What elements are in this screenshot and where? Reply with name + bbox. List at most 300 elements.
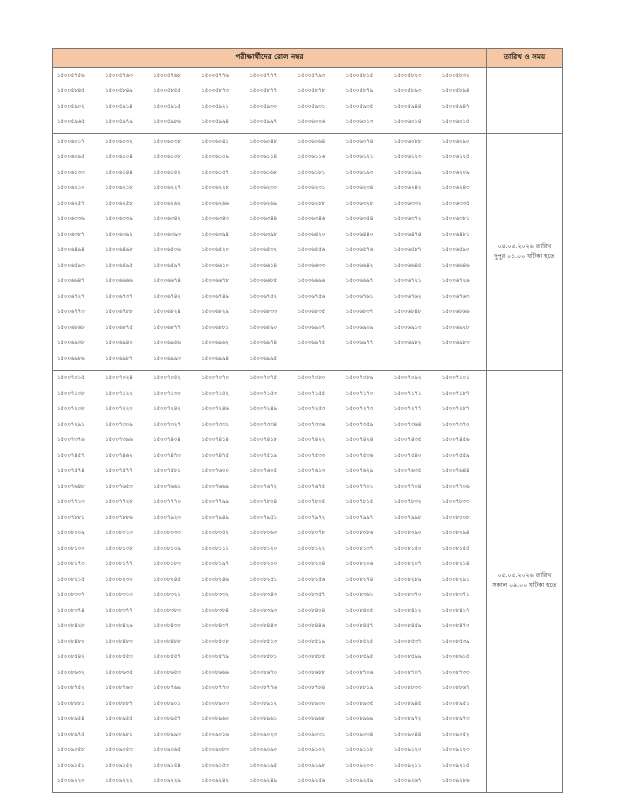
roll-row [53, 465, 486, 481]
roll-number: ১৫০০৮২৫৬ [297, 576, 326, 583]
roll-number: ১৫০০৭১৮৭ [441, 390, 470, 397]
roll-number: ১৫০০৫৯৩১ [297, 103, 326, 110]
roll-number: ১৫০০৮৫৯৫ [345, 654, 374, 661]
roll-number: ১৫০০৮৯৫৫ [105, 716, 133, 723]
roll-number: ১৫০০৬৯৯৫ [249, 355, 277, 362]
roll-row [53, 69, 486, 85]
roll-number: ১৫০০৮৩৭০ [393, 592, 422, 599]
roll-row [53, 527, 486, 543]
roll-number: ১৫০০৯২২৯ [153, 778, 181, 785]
roll-number: ১৫০০৭৫৭৭ [105, 468, 133, 475]
roll-number: ১৫০০৬৮৭৫ [105, 324, 133, 331]
roll-number: ১৫০০৫৯২১ [201, 103, 229, 110]
roll-number: ১৫০০৮১২০ [249, 545, 277, 552]
sections-body [53, 68, 563, 793]
roll-number: ১৫০০৬৮৬৬ [441, 309, 470, 316]
roll-number: ১৫০০৮৯৭৫ [57, 731, 85, 738]
roll-number: ১৫০০৯১৯৫ [249, 762, 277, 769]
roll-number: ১৫০০৭৬৭৫ [297, 483, 326, 490]
roll-number: ১৫০০৮৩৭৪ [57, 607, 85, 614]
roll-number: ১৫০০৯০৫৩ [105, 747, 133, 754]
roll-number: ১৫০০৬৮৯০ [249, 324, 277, 331]
roll-number: ১৫০০৬৫৯৭ [153, 262, 181, 269]
roll-number: ১৫০০৫৮১৫ [345, 72, 374, 79]
roll-number: ১৫০০৬১৯৯ [393, 169, 422, 176]
roll-number: ১৫০০৭৩৯৬ [105, 437, 133, 444]
roll-number: ১৫০০৭৭৯৯ [201, 499, 229, 506]
roll-number: ১৫০০৬৮৩৫ [297, 309, 326, 316]
roll-number: ১৫০০৮২১৪ [441, 561, 470, 568]
roll-number: ১৫০০৭২৭৩ [345, 406, 374, 413]
roll-number: ১৫০০৮৩৭৭ [105, 607, 133, 614]
roll-number: ১৫০০৬০১৩ [345, 119, 374, 126]
roll-number: ১৫০০৯০৬৫ [153, 747, 181, 754]
roll-number: ১৫০০৯০১৬ [201, 731, 229, 738]
roll-number: ১৫০০৬৬৪৬ [441, 262, 470, 269]
roll-number: ১৫০০৭২৪৯ [249, 406, 277, 413]
roll-row [53, 197, 486, 213]
roll-number: ১৫০০৮৯৭৩ [441, 716, 470, 723]
roll-number: ১৫০০৮৪৮৩ [105, 638, 133, 645]
roll-number: ১৫০০৮২৩০ [105, 576, 133, 583]
roll-number: ১৫০০৫৯৩৫ [345, 103, 374, 110]
roll-number: ১৫০০৭৯২৩ [153, 514, 181, 521]
roll-number: ১৫০০৯২২২ [105, 778, 133, 785]
roll-number: ১৫০০৭৯৯৭ [345, 514, 374, 521]
roll-number: ১৫০০৬৭৩৭ [105, 293, 133, 300]
roll-number: ১৫০০৮৫৩৯ [441, 638, 470, 645]
roll-number: ১৫০০৬৭৬২ [393, 293, 422, 300]
roll-number: ১৫০০৬৯৯৩ [153, 355, 181, 362]
roll-number: ১৫০০৬৫৯৩ [57, 262, 85, 269]
roll-number: ১৫০০৯১২০ [393, 747, 422, 754]
roll-number: ১৫০০৭৬৪৪ [441, 468, 470, 475]
roll-number: ১৫০০৮২৯১ [441, 576, 470, 583]
roll-number: ১৫০০৮৭৩৩ [441, 669, 470, 676]
roll-number: ১৫০০৬৯০৭ [297, 324, 326, 331]
roll-number: ১৫০০৬১৩৩ [57, 169, 85, 176]
schedule-section [53, 134, 563, 371]
roll-number: ১৫০০৮৪২৯ [105, 623, 133, 630]
roll-number: ১৫০০৭৩৩৬ [297, 421, 326, 428]
roll-number: ১৫০০৫৮৭৮ [297, 88, 326, 95]
roll-row [53, 135, 486, 151]
roll-number: ১৫০০৭৭০৪ [393, 483, 422, 490]
roll-number: ১৫০০৮১০০ [57, 545, 85, 552]
schedule-section [53, 68, 563, 134]
roll-number: ১৫০০৭৫১৯ [249, 452, 277, 459]
date-time-cell [487, 68, 563, 134]
roll-number: ১৫০০৬১৫৭ [201, 169, 229, 176]
roll-number: ১৫০০৮৬৩৫ [105, 669, 133, 676]
roll-number: ১৫০০৬৩৫৪ [345, 216, 374, 223]
roll-number: ১৫০০৮১৩৭ [345, 545, 374, 552]
roll-number: ১৫০০৮৮৬৭ [441, 685, 470, 692]
roll-number: ১৫০০৬০৪৮ [249, 138, 277, 145]
roll-number: ১৫০০৮৯৬৮ [297, 716, 326, 723]
roll-number: ১৫০০৮৯১২ [249, 700, 277, 707]
roll-number: ১৫০০৬৩৪৩ [201, 216, 229, 223]
roll-number: ১৫০০৭৬৫৩ [105, 483, 133, 490]
roll-numbers-grid [53, 135, 486, 368]
roll-number: ১৫০০৬২৬৬ [201, 200, 229, 207]
roll-number: ১৫০০৭৯৭২ [297, 514, 326, 521]
roll-number: ১৫০০৭২৮৭ [441, 406, 470, 413]
roll-number: ১৫০০৮১৫৫ [441, 545, 470, 552]
roll-number: ১৫০০৬৩৩৯ [105, 216, 133, 223]
roll-number: ১৫০০৭৪১৪ [201, 437, 229, 444]
roll-number: ১৫০০৬৫৮৭ [393, 247, 422, 254]
date-time-cell [487, 134, 563, 371]
roll-number: ১৫০০৬১০৮ [153, 154, 181, 161]
roll-number: ১৫০০৮৯০৩ [201, 700, 229, 707]
roll-number: ১৫০০৬৮৬৮ [57, 324, 85, 331]
roll-number: ১৫০০৭৬৪৮ [57, 483, 85, 490]
roll-number: ১৫০০৮২০৭ [393, 561, 422, 568]
roll-number: ১৫০০৬৩৩৫ [441, 200, 470, 207]
roll-number: ১৫০০৭৭০৬ [441, 483, 470, 490]
roll-number: ১৫০০৭৬৬৯ [201, 483, 229, 490]
roll-row [53, 589, 486, 605]
roll-number: ১৫০০৬৫৫৬ [297, 247, 326, 254]
roll-number: ১৫০০৬১২৫ [441, 154, 470, 161]
roll-number: ১৫০০৬৭২৭ [57, 293, 85, 300]
roll-number: ১৫০০৯০৩১ [297, 731, 326, 738]
roll-number: ১৫০০৭০৭০ [201, 375, 229, 382]
roll-number: ১৫০০৮০৭৮ [297, 530, 326, 537]
roll-number: ১৫০০৮২৪৫ [153, 576, 181, 583]
roll-number: ১৫০০৬০৭৪ [345, 138, 374, 145]
roll-number: ১৫০০৮৬৫৩ [153, 669, 181, 676]
roll-number: ১৫০০৬৪৯৮ [105, 247, 133, 254]
roll-number: ১৫০০৮৫৪২ [57, 654, 85, 661]
roll-number: ১৫০০৭৮১৫ [345, 499, 374, 506]
roll-row [53, 775, 486, 791]
roll-number: ১৫০০৬৪৮১ [441, 231, 470, 238]
roll-number: ১৫০০৭৪৬২ [105, 452, 133, 459]
roll-number: ১৫০০৬২৫৭ [57, 200, 85, 207]
roll-number: ১৫০০৮১০৯ [153, 545, 181, 552]
roll-number: ১৫০০৬৮৩৭ [345, 309, 374, 316]
roll-number: ১৫০০৮৮৮৭ [105, 700, 133, 707]
roll-number: ১৫০০৭৩৩৪ [249, 421, 277, 428]
roll-number: ১৫০০৮৪৮৮ [153, 638, 181, 645]
roll-row [53, 306, 486, 322]
roll-number: ১৫০০৭৭৭০ [153, 499, 181, 506]
roll-number: ১৫০০৮০৯৪ [441, 530, 470, 537]
roll-number: ১৫০০৭৫৮১ [153, 468, 181, 475]
roll-number: ১৫০০৬৩৩২ [393, 200, 422, 207]
table-header-row [53, 49, 563, 68]
roll-number: ১৫০০৮২৪৬ [201, 576, 229, 583]
roll-number: ১৫০০৬০৩২ [105, 138, 133, 145]
roll-number: ১৫০০৮৭৭৩ [201, 685, 229, 692]
roll-number: ১৫০০৬১১৬ [297, 154, 326, 161]
roll-number: ১৫০০৮৯৩০ [297, 700, 326, 707]
roll-number: ১৫০০৫৯৪৪ [393, 103, 422, 110]
roll-number: ১৫০০৬৯৭৭ [345, 340, 374, 347]
roll-number: ১৫০০৮৩৭১ [441, 592, 470, 599]
roll-number: ১৫০০৬২৬২ [153, 200, 181, 207]
roll-number: ১৫০০৬২২৮ [201, 185, 229, 192]
roll-number: ১৫০০৭৬১৩ [297, 468, 326, 475]
roll-number: ১৫০০৬৬৪৫ [393, 262, 422, 269]
roll-number: ১৫০০৮৬৩২ [57, 669, 85, 676]
roll-number: ১৫০০৬১০৯ [201, 154, 229, 161]
roll-number: ১৫০০৯২০৩ [345, 762, 374, 769]
roll-number: ১৫০০৯১৫১ [57, 762, 85, 769]
roll-number: ১৫০০৭৫৩৬ [345, 452, 374, 459]
roll-number: ১৫০০৬২৫৮ [105, 200, 133, 207]
roll-number: ১৫০০৬১২৩ [393, 154, 422, 161]
roll-number: ১৫০০৭০৯২ [393, 375, 422, 382]
roll-row [53, 321, 486, 337]
roll-number: ১৫০০৯২৪২ [201, 778, 229, 785]
roll-number: ১৫০০৭৪৭৫ [201, 452, 229, 459]
roll-number: ১৫০০৮৩২১ [153, 592, 181, 599]
roll-number: ১৫০০৬৩৭২ [393, 216, 422, 223]
roll-number: ১৫০০৬৭৭৩ [57, 309, 85, 316]
roll-row [53, 496, 486, 512]
roll-row [53, 116, 486, 132]
roll-number: ১৫০০৫৯০২ [57, 103, 85, 110]
roll-number: ১৫০০৮৫৭৯ [201, 654, 229, 661]
roll-number: ১৫০০৬৩৯৪ [201, 231, 229, 238]
roll-number: ১৫০০৮৪১৭ [441, 607, 470, 614]
roll-number: ১৫০০৬৩৮৭ [57, 231, 85, 238]
roll-number: ১৫০০৭৪৫৬ [441, 437, 470, 444]
roll-number: ১৫০০৬০৯০ [441, 138, 470, 145]
roll-number: ১৫০০৬১৬৮ [249, 169, 277, 176]
roll-number: ১৫০০৫৮৪৫ [57, 88, 85, 95]
roll-numbers-cell [53, 68, 487, 134]
roll-number: ১৫০০৯১৫২ [105, 762, 133, 769]
roll-number: ১৫০০৭৪৫৭ [57, 452, 85, 459]
roll-number: ১৫০০৬৯০৯ [345, 324, 374, 331]
roll-number: ১৫০০৮০০৮ [441, 514, 470, 521]
roll-number: ১৫০০৯০৫৮ [57, 747, 85, 754]
roll-number: ১৫০০৮৯৮১ [105, 731, 133, 738]
roll-number: ১৫০০৬১১৪ [249, 154, 277, 161]
roll-number: ১৫০০৬২৬৯ [249, 200, 277, 207]
roll-number: ১৫০০৯০৯০ [249, 747, 277, 754]
roll-number: ১৫০০৬২১০ [57, 185, 85, 192]
roll-number: ১৫০০৮৫০৮ [201, 638, 229, 645]
roll-number: ১৫০০৬৫৭৬ [345, 247, 374, 254]
roll-number: ১৫০০৯২২০ [57, 778, 85, 785]
roll-number: ১৫০০৮৬৮৮ [297, 669, 326, 676]
roll-number: ১৫০০৭৫৩৩ [297, 452, 326, 459]
roll-number: ১৫০০৭৪৭৩ [153, 452, 181, 459]
roll-number: ১৫০০৬৭২১ [393, 278, 422, 285]
roll-number: ১৫০০৭৯৪৯ [201, 514, 229, 521]
roll-number: ১৫০০৬৫০৬ [153, 247, 181, 254]
roll-number: ১৫০০৬৬৩৩ [297, 262, 326, 269]
roll-number: ১৫০০৮৯৯৩ [153, 731, 181, 738]
roll-number: ১৫০০৭৩৭০ [441, 421, 470, 428]
roll-number: ১৫০০৬৫৯৫ [105, 262, 133, 269]
roll-row [53, 418, 486, 434]
roll-row [53, 403, 486, 419]
roll-number: ১৫০০৬১৪৪ [105, 169, 133, 176]
roll-number: ১৫০০৭৬২৯ [345, 468, 374, 475]
roll-row [53, 697, 486, 713]
roll-number: ১৫০০৭৮০৫ [297, 499, 326, 506]
roll-number: ১৫০০৬২৩০ [249, 185, 277, 192]
roll-number: ১৫০০৬৪২০ [297, 231, 326, 238]
roll-number: ১৫০০৫৯৪৭ [441, 103, 470, 110]
roll-number: ১৫০০৫৭৯৩ [297, 72, 326, 79]
roll-number: ১৫০০৬৯৩৮ [57, 340, 85, 347]
schedule-section [53, 370, 563, 793]
roll-number: ১৫০০৯২১১ [393, 762, 422, 769]
roll-number: ১৫০০৬৭২৬ [441, 278, 470, 285]
roll-number: ১৫০০৬৯১৩ [393, 324, 422, 331]
roll-numbers-grid [53, 372, 486, 791]
roll-number: ১৫০০৬০১৪ [393, 119, 422, 126]
roll-number: ১৫০০৬৮২৪ [153, 309, 181, 316]
roll-number: ১৫০০৮৭৮৪ [297, 685, 326, 692]
roll-number: ১৫০০৬০৯৫ [57, 154, 85, 161]
roll-number: ১৫০০৭৩৩১ [201, 421, 229, 428]
roll-number: ১৫০০৮২০৬ [345, 561, 374, 568]
roll-number: ১৫০০৮৫১৩ [249, 638, 277, 645]
roll-number: ১৫০০৭৪১৮ [249, 437, 277, 444]
roll-number: ১৫০০৯১৯৮ [297, 762, 326, 769]
roll-number: ১৫০০৮৯৬১ [249, 716, 277, 723]
roll-number: ১৫০০৭১৫৩ [249, 390, 277, 397]
roll-row [53, 100, 486, 116]
roll-number: ১৫০০৬২৮৮ [297, 200, 326, 207]
roll-number: ১৫০০৭৭০১ [345, 483, 374, 490]
roll-number: ১৫০০৬৭৪২ [153, 293, 181, 300]
roll-number: ১৫০০৫৭৭৬ [201, 72, 229, 79]
roll-number: ১৫০০৭৯৫১ [249, 514, 277, 521]
roll-row [53, 744, 486, 760]
roll-number: ১৫০০৫৭৬৮ [153, 72, 181, 79]
roll-number: ১৫০০৯০৫২ [441, 731, 470, 738]
roll-number: ১৫০০৬৮৭৭ [153, 324, 181, 331]
roll-number: ১৫০০৬৮৩৩ [249, 309, 277, 316]
roll-number: ১৫০০৮৯৭২ [393, 716, 422, 723]
roll-number: ১৫০০৮০৬৩ [249, 530, 277, 537]
roll-number: ১৫০০৯২৪৯ [249, 778, 277, 785]
roll-number: ১৫০০৬৯৮২ [393, 340, 422, 347]
roll-number: ১৫০০৮৩৩২ [201, 592, 229, 599]
roll-number: ১৫০০৬৯৭৫ [297, 340, 326, 347]
roll-row [53, 542, 486, 558]
roll-number: ১৫০০৭৮৮৬ [105, 514, 133, 521]
roll-number: ১৫০০৮০০৯ [57, 530, 85, 537]
roll-number: ১৫০০৫৮৪৯ [105, 88, 133, 95]
roll-number: ১৫০০৯২৬৭ [393, 778, 422, 785]
roll-row [53, 275, 486, 291]
roll-number: ১৫০০৭৮৩২ [393, 499, 422, 506]
roll-number: ১৫০০৮১৭৭ [105, 561, 133, 568]
roll-number: ১৫০০৭৩০৯ [105, 421, 133, 428]
roll-number: ১৫০০৮১০৮ [105, 545, 133, 552]
roll-number: ১৫০০৭৮৩৩ [441, 499, 470, 506]
roll-number: ১৫০০৬৭৫৬ [297, 293, 326, 300]
roll-number: ১৫০০৫৭৬৩ [105, 72, 133, 79]
roll-number: ১৫০০৮৪০৪ [297, 607, 326, 614]
roll-number: ১৫০০৬৯৮৩ [441, 340, 470, 347]
roll-number: ১৫০০৭০৮৯ [345, 375, 374, 382]
roll-number: ১৫০০৮৮১৯ [345, 685, 374, 692]
roll-number: ১৫০০৯১২৩ [441, 747, 470, 754]
roll-number: ১৫০০৭৩৫৯ [345, 421, 374, 428]
roll-number: ১৫০০৬১৫২ [153, 169, 181, 176]
roll-number: ১৫০০৮৩১৩ [105, 592, 133, 599]
roll-number: ১৫০০৭০৭৫ [249, 375, 277, 382]
roll-number: ১৫০০৮৫৫৭ [153, 654, 181, 661]
roll-number: ১৫০০৮২৭৪ [345, 576, 374, 583]
roll-number: ১৫০০৮১৫০ [393, 545, 422, 552]
roll-number: ১৫০০৭৫৭৪ [57, 468, 85, 475]
roll-number: ১৫০০৮৭৬৩ [105, 685, 133, 692]
roll-number: ১৫০০৬৬৪২ [345, 262, 374, 269]
roll-number [438, 352, 486, 368]
roll-number: ১৫০০৬৬৬৬ [105, 278, 133, 285]
roll-number: ১৫০০৮৪৫৯ [393, 623, 422, 630]
roll-number: ১৫০০৮৫৯৯ [393, 654, 422, 661]
roll-number: ১৫০০৮৪২৮ [57, 623, 85, 630]
roll-number: ১৫০০৫৯৯৪ [201, 119, 229, 126]
roll-number: ১৫০০৬২৪৩ [441, 185, 470, 192]
roll-number: ১৫০০৬৩৪৪ [249, 216, 277, 223]
roll-number: ১৫০০৮৯৬০ [201, 716, 229, 723]
roll-number: ১৫০০৮০১৩ [105, 530, 133, 537]
roll-row [53, 682, 486, 698]
roll-number: ১৫০০৬৩৯২ [105, 231, 133, 238]
roll-number: ১৫০০৮৪৫৭ [345, 623, 374, 630]
roll-number [294, 352, 342, 368]
roll-number: ১৫০০৮৪৩০ [153, 623, 181, 630]
roll-row [53, 372, 486, 388]
roll-number: ১৫০০৯০২৩ [249, 731, 277, 738]
roll-number: ১৫০০৬৭৮৮ [105, 309, 133, 316]
roll-number: ১৫০০৬০০৬ [297, 119, 326, 126]
roll-number: ১৫০০৯১৫৪ [153, 762, 181, 769]
roll-number: ১৫০০৮৪৪৩ [249, 623, 277, 630]
roll-number: ১৫০০৮৫১৯ [297, 638, 326, 645]
roll-number: ১৫০০৬২৩৪ [345, 185, 374, 192]
roll-number: ১৫০০৮৭০৬ [345, 669, 374, 676]
roll-number: ১৫০০৮০৫২ [201, 530, 229, 537]
roll-number: ১৫০০৮৫৫৩ [105, 654, 133, 661]
roll-row [53, 511, 486, 527]
roll-number: ১৫০০৮৫২৫ [345, 638, 374, 645]
roll-row [53, 759, 486, 775]
roll-number: ১৫০০৭৮৮১ [57, 514, 85, 521]
roll-number: ১৫০০৬১২১ [345, 154, 374, 161]
roll-number: ১৫০০৬১৮১ [297, 169, 326, 176]
roll-number: ১৫০০৮১৭৩ [57, 561, 85, 568]
roll-number: ১৫০০৫৮৭৩ [201, 88, 229, 95]
roll-number: ১৫০০৭২৭৭ [393, 406, 422, 413]
roll-number: ১৫০০৫৮৩২ [441, 72, 470, 79]
roll-row [53, 387, 486, 403]
roll-number: ১৫০০৬৩৪৬ [297, 216, 326, 223]
roll-number: ১৫০০৬২৩১ [297, 185, 326, 192]
roll-number: ১৫০০৮০৮৬ [345, 530, 374, 537]
roll-number: ১৫০০৬৩৪২ [153, 216, 181, 223]
roll-number: ১৫০০৬৯২৮ [441, 324, 470, 331]
roll-numbers-grid [53, 69, 486, 131]
roll-number: ১৫০০৬৬৪৭ [57, 278, 85, 285]
roll-number: ১৫০০৯১০২ [297, 747, 326, 754]
roll-number: ১৫০০৬০৩৮ [153, 138, 181, 145]
